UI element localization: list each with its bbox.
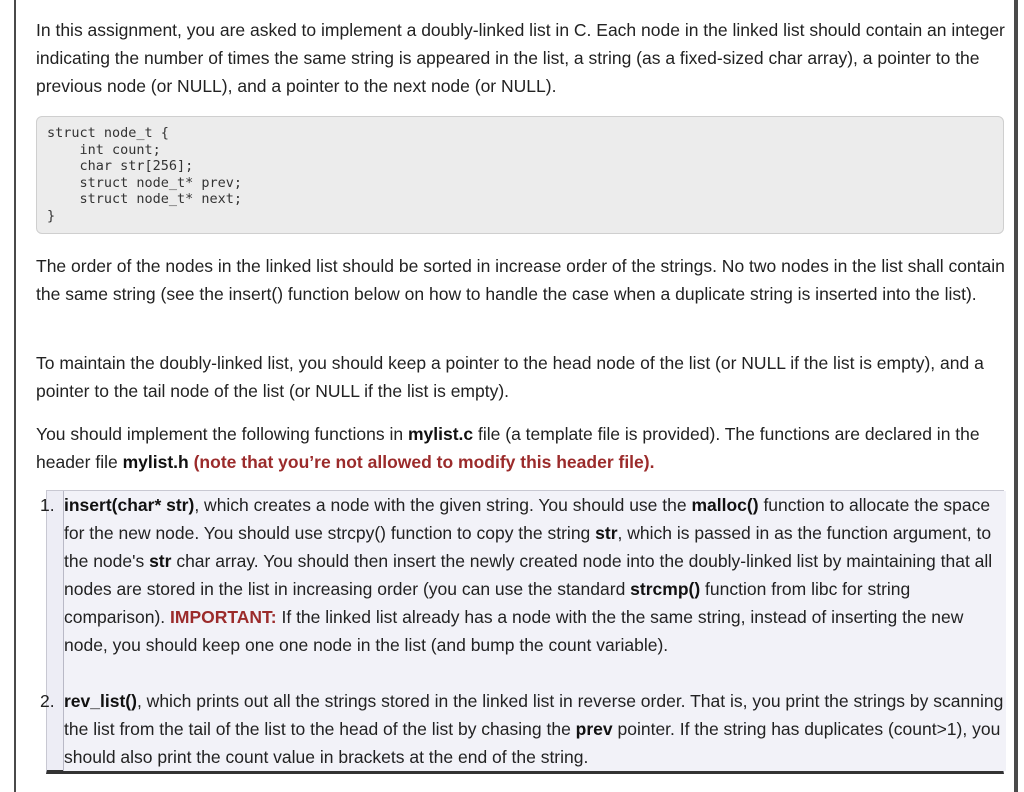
list-item-number: 1. — [40, 495, 55, 515]
list-item-insert — [40, 491, 1006, 659]
str-keyword: str — [149, 551, 172, 571]
text-span: , which prints out all the strings stored in the linked list in reverse order. That is, you print the strings by scanning the list from the tail of the list to the head of the list by chasing the — [64, 691, 1004, 739]
function-list-box — [40, 490, 1004, 774]
text-span: pointer. If the string has duplicates (count>1), you should also print the count value in brackets at the end of the string. — [64, 719, 1001, 767]
list-item-text — [64, 687, 1006, 771]
list-item-text — [64, 491, 1006, 659]
implement-text-b: file (a template file is provided). The functions are declared in the header file — [36, 424, 980, 472]
function-signature-insert: insert(char* str) — [64, 495, 195, 515]
text-span: If the linked list already has a node with the the same string, instead of inserting the new node, you should keep one one node in the list (and bump the count variable). — [64, 607, 964, 655]
text-span: , which creates a node with the given string. You should use the — [194, 495, 692, 515]
intro-paragraph: In this assignment, you are asked to implement a doubly-linked list in C. Each node in the linked list should contain an integer indicating the number of times the same string is appeared in the list, a string (as a fixed-sized char array), a pointer to the previous node (or NULL), and a pointer to the next node (or NULL). — [36, 20, 1005, 96]
text-span: function to allocate the space for the new node. You should use strcpy() function to copy the string — [64, 495, 991, 543]
text-span: , which is passed in as the function argument, to the node's — [64, 523, 992, 571]
text-span: char array. You should then insert the newly created node into the doubly-linked list by maintaining that all nodes are stored in the list in increasing order (you can use the standard — [64, 551, 993, 599]
filename-mylist-c: mylist.c — [407, 424, 474, 444]
code-block — [36, 116, 1004, 234]
function-list — [40, 491, 1006, 771]
malloc-keyword: malloc() — [691, 495, 759, 515]
str-keyword: str — [595, 523, 618, 543]
list-item-rev-list — [40, 687, 1006, 771]
text-span: function from libc for string comparison). — [64, 579, 911, 627]
struct-definition-code: struct node_t { int count; char str[256]; struct node_t* prev; struct node_t* next; } — [47, 125, 243, 224]
strcmp-keyword: strcmp() — [630, 579, 701, 599]
header-warning-note: (note that you’re not allowed to modify this header file). — [193, 452, 655, 472]
maintain-paragraph: To maintain the doubly-linked list, you should keep a pointer to the head node of the list (or NULL if the list is empty), and a pointer to the tail node of the list (or NULL if the list is empty). — [36, 353, 984, 401]
implement-paragraph — [36, 420, 1012, 476]
filename-mylist-h: mylist.h — [122, 452, 189, 472]
implement-text-a: You should implement the following functions in — [36, 424, 408, 444]
page-frame — [14, 0, 1018, 792]
important-label: IMPORTANT: — [170, 607, 277, 627]
order-paragraph: The order of the nodes in the linked list should be sorted in increase order of the strings. No two nodes in the list shall contain the same string (see the insert() function below on how to handle the case when a duplicate string is inserted into the list). — [36, 256, 1005, 304]
list-item-number: 2. — [40, 691, 55, 711]
prev-keyword: prev — [575, 719, 613, 739]
function-signature-rev-list: rev_list() — [64, 691, 137, 711]
